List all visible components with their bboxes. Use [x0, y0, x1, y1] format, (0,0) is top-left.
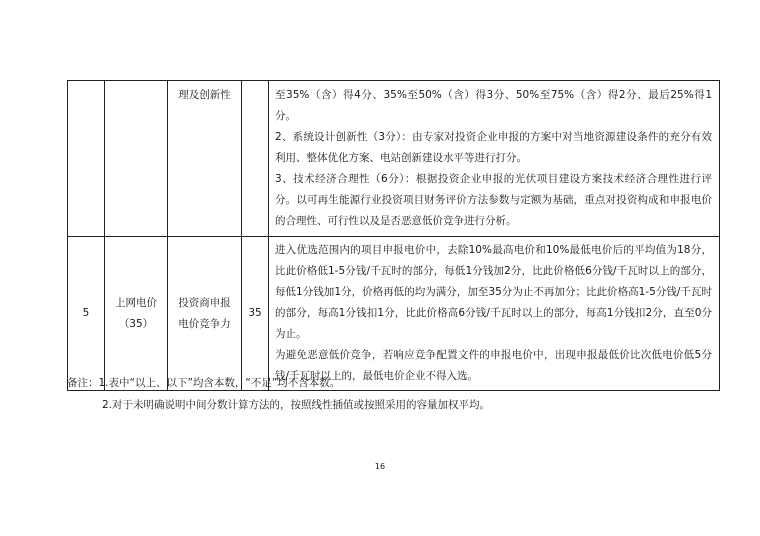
item-name: 上网电价: [115, 296, 157, 309]
item-cell: [105, 237, 168, 391]
row-number-cell: [68, 81, 105, 237]
table-row: [68, 237, 720, 391]
sub-item-cell: [168, 237, 242, 391]
sub-item-text: 电价竞争力: [178, 317, 231, 330]
criteria-paragraph: 进入优选范围内的项目申报电价中，去除10%最高电价和10%最低电价后的平均值为18分，比此价格低1-5分钱/千瓦时的部分，每低1分钱加2分，比此价格低6分钱/千瓦时以上的部分，每低1分钱加1分，价格再低的均为满分，加至35分为止不再加分；比此价格高1-5分钱/千瓦时的部分，每高1分钱扣1分，比此价格高6分钱/千瓦时以上的部分，每高1分钱扣2分，直至0分为止。: [275, 244, 712, 340]
note-line: 2.对于未明确说明中间分数计算方法的，按照线性插值或按照采用的容量加权平均。: [102, 399, 491, 411]
sub-item-text: 理及创新性: [178, 89, 231, 101]
criteria-cell: [269, 237, 720, 391]
criteria-paragraph: 为避免恶意低价竞争，若响应竞争配置文件的申报电价中，出现申报最低价比次低电价低5分钱/千瓦时以上的，最低电价企业不得入选。: [275, 349, 712, 382]
note-line: 备注：1.表中“以上、以下”均含本数，“不足”均不含本数。: [67, 377, 341, 389]
scoring-table: [67, 80, 720, 391]
criteria-paragraph: 2、系统设计创新性（3分）：由专家对投资企业申报的方案中对当地资源建设条件的充分有效利用、整体优化方案、电站创新建设水平等进行打分。: [275, 131, 712, 164]
score-cell: [242, 81, 269, 237]
row-number-cell: 5: [68, 237, 105, 391]
item-cell: [105, 81, 168, 237]
criteria-paragraph: 至35%（含）得4分、35%至50%（含）得3分、50%至75%（含）得2分、最后25%得1分。: [275, 89, 712, 122]
score-cell: 35: [242, 237, 269, 391]
sub-item-text: 投资商申报: [178, 296, 231, 309]
sub-item-cell: [168, 81, 242, 237]
item-points: （35）: [118, 317, 154, 330]
table-row: [68, 81, 720, 237]
criteria-cell: [269, 81, 720, 237]
criteria-paragraph: 3、技术经济合理性（6分）：根据投资企业申报的光伏项目建设方案技术经济合理性进行评分。以可再生能源行业投资项目财务评价方法参数与定额为基础，重点对投资构成和申报电价的合理性、可行性以及是否恶意低价竞争进行分析。: [275, 173, 712, 227]
page-number: 16: [374, 462, 386, 471]
notes: [67, 372, 490, 416]
